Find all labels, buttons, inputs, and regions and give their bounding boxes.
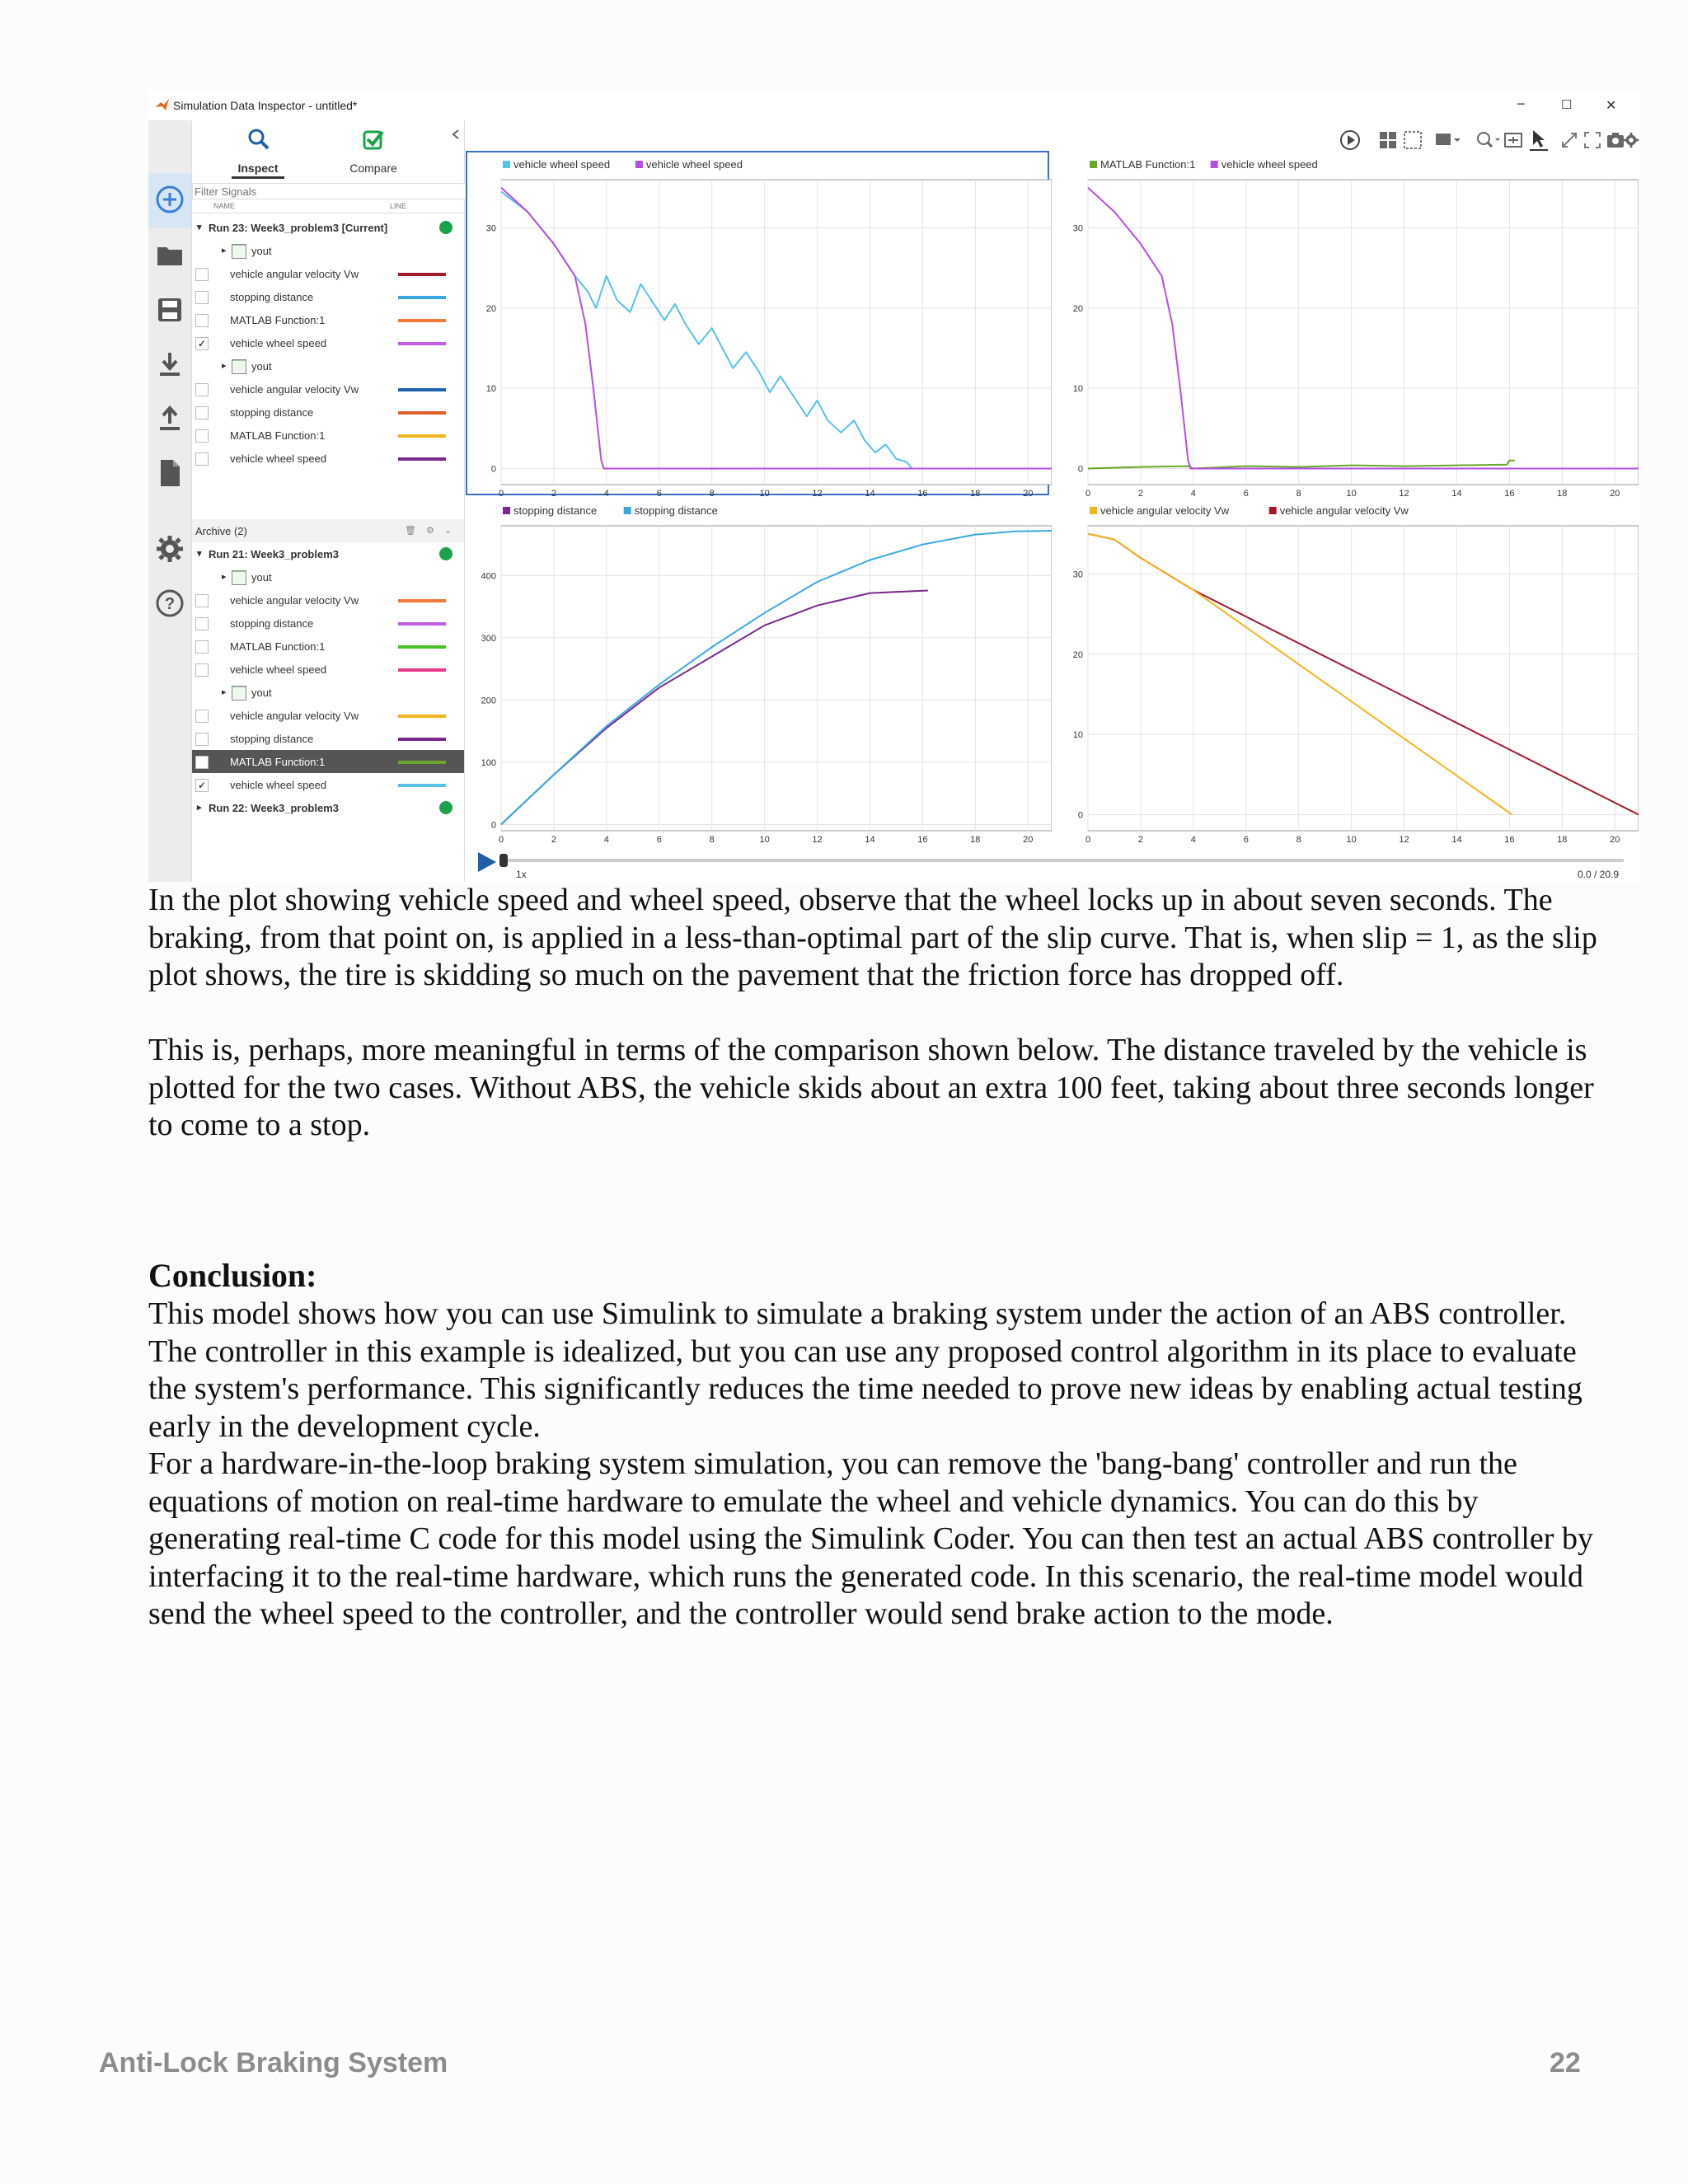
left-toolbar <box>148 120 192 882</box>
y-tick-label: 0 <box>490 464 496 475</box>
x-tick-label: 14 <box>1451 489 1462 496</box>
signal-name: vehicle angular velocity Vw <box>230 710 359 722</box>
x-tick-label: 20 <box>1610 489 1620 496</box>
legend-label: vehicle angular velocity Vw <box>1279 504 1409 517</box>
replay-icon[interactable] <box>1339 129 1362 152</box>
signal-row[interactable] <box>192 635 464 658</box>
signal-name: vehicle wheel speed <box>230 337 327 349</box>
signal-checkbox[interactable] <box>195 640 209 654</box>
compare-check-icon <box>361 127 386 152</box>
signal-name: MATLAB Function:1 <box>230 640 326 653</box>
layout-grid-icon[interactable] <box>1378 130 1398 150</box>
cursor-icon[interactable] <box>1528 129 1550 152</box>
y-tick-label: 20 <box>1072 649 1083 660</box>
x-tick-label: 18 <box>970 835 981 842</box>
signal-row[interactable] <box>192 331 464 354</box>
x-tick-label: 8 <box>1296 489 1301 496</box>
y-tick-label: 30 <box>1072 223 1083 234</box>
y-tick-label: 20 <box>1072 303 1083 314</box>
x-tick-label: 16 <box>917 835 928 842</box>
group-label: yout <box>251 245 272 257</box>
zoom-in-icon[interactable] <box>1475 130 1500 150</box>
signal-checkbox[interactable] <box>195 663 209 677</box>
plot-axes-box <box>1088 526 1639 831</box>
signal-name: MATLAB Function:1 <box>230 756 326 768</box>
y-tick-label: 100 <box>481 757 496 768</box>
expand-arrow-icon[interactable]: ▸ <box>222 572 227 582</box>
expand-arrow-icon[interactable]: ▸ <box>222 361 227 371</box>
collapse-panel-icon[interactable] <box>451 129 461 140</box>
playback-slider-thumb[interactable] <box>499 854 508 867</box>
x-tick-label: 8 <box>1296 835 1301 842</box>
signal-panel <box>192 120 465 882</box>
signal-row[interactable] <box>192 704 464 727</box>
plot-axes-box <box>1088 180 1639 485</box>
table-icon <box>232 359 246 374</box>
signal-group-row[interactable] <box>192 681 464 704</box>
signal-checkbox[interactable] <box>195 756 209 769</box>
window-titlebar <box>148 91 1640 120</box>
play-icon[interactable] <box>475 851 498 874</box>
signal-line-swatch[interactable] <box>398 296 446 299</box>
y-tick-label: 300 <box>481 633 496 644</box>
svg-text:?: ? <box>164 595 176 613</box>
signal-checkbox[interactable] <box>195 314 209 327</box>
minimize-button[interactable]: − <box>1517 96 1526 112</box>
expand-arrow-icon[interactable]: ▸ <box>222 687 227 697</box>
signal-group-row[interactable] <box>192 239 464 262</box>
plot-stopping-distance[interactable] <box>465 496 1052 842</box>
archive-header[interactable] <box>192 519 464 542</box>
settings-gear-icon[interactable] <box>153 532 186 565</box>
x-tick-label: 20 <box>1023 835 1034 842</box>
signal-row[interactable] <box>192 773 464 796</box>
plot-angular-velocity[interactable] <box>1052 496 1639 842</box>
paragraph-distance-comparison: This is, perhaps, more meaningful in terms of the comparison shown below. The distance traveled by the vehicle is plotted for the two cases. Without ABS, the vehicle skids about an extra 100 feet, taking about three seconds longer to come to a stop. <box>148 1033 1594 1143</box>
document-icon[interactable] <box>153 457 186 490</box>
signal-row[interactable] <box>192 447 464 470</box>
signal-checkbox[interactable] <box>195 406 209 419</box>
signal-group-row[interactable] <box>192 354 464 377</box>
legend-swatch <box>1211 161 1218 168</box>
plot-area <box>465 120 1640 882</box>
group-label: yout <box>251 687 272 699</box>
plot-toolbar <box>1339 125 1635 153</box>
close-button[interactable]: ✕ <box>1606 99 1617 113</box>
y-tick-label: 20 <box>485 303 496 314</box>
window-title: Simulation Data Inspector - untitled* <box>173 99 358 112</box>
run-label: Run 21: Week3_problem3 <box>209 548 339 560</box>
folder-icon[interactable] <box>153 239 186 272</box>
run-status-dot <box>439 801 452 814</box>
x-tick-label: 10 <box>759 489 770 496</box>
signal-checkbox[interactable] <box>195 733 209 746</box>
expand-arrow-icon[interactable]: ▾ <box>197 223 202 232</box>
y-tick-label: 200 <box>481 696 496 706</box>
signal-line-swatch[interactable] <box>398 599 446 602</box>
paragraph-conclusion: This model shows how you can use Simulink to simulate a braking system under the action of an ABS controller. The controller in this example is idealized, but you can use any proposed control algorithm in its place to evaluate the system's performance. This significantly reduces the time needed to prove new ideas by enabling actual testing early in the development cycle. <box>148 1296 1582 1444</box>
tab-inspect[interactable] <box>209 120 307 178</box>
signal-line-swatch[interactable] <box>398 388 446 391</box>
legend-label: vehicle wheel speed <box>1221 158 1318 171</box>
signal-checkbox[interactable]: ✓ <box>195 337 209 350</box>
x-tick-label: 2 <box>551 489 556 496</box>
x-tick-label: 4 <box>603 489 609 496</box>
y-tick-label: 0 <box>1077 464 1083 475</box>
y-tick-label: 10 <box>1072 730 1083 741</box>
signal-line-swatch[interactable] <box>398 319 446 322</box>
group-label: yout <box>251 360 272 373</box>
x-tick-label: 10 <box>759 835 770 842</box>
paragraph-hardware-in-loop: For a hardware-in-the-loop braking system simulation, you can remove the 'bang-bang' controller and run the equations of motion on real-time hardware to emulate the wheel and vehicle dynamics. You can do this by generating real-time C code for this model using the Simulink Coder. You can then test an actual ABS controller by interfacing it to the real-time hardware, which runs the generated code. In this scenario, the real-time model would send the wheel speed to the controller, and the controller would send brake action to the mode. <box>148 1446 1593 1632</box>
signal-name: stopping distance <box>230 733 314 745</box>
paragraph-wheel-lockup: In the plot showing vehicle speed and wheel speed, observe that the wheel locks up in about seven seconds. The braking, from that point on, is applied in a less-than-optimal part of the slip curve. That is, when slip = 1, as the slip plot shows, the tire is skidding so much on the pavement that the friction force has dropped off. <box>148 883 1597 993</box>
run-row[interactable] <box>192 796 464 819</box>
download-icon[interactable] <box>153 348 186 381</box>
table-icon <box>232 686 246 701</box>
signal-name: stopping distance <box>230 406 314 419</box>
x-tick-label: 18 <box>1557 489 1568 496</box>
signal-checkbox[interactable] <box>195 383 209 396</box>
legend-swatch <box>1090 507 1097 514</box>
signal-line-swatch[interactable] <box>398 761 446 764</box>
x-tick-label: 6 <box>1243 835 1249 842</box>
signal-name: vehicle wheel speed <box>230 452 327 465</box>
table-icon <box>232 244 246 259</box>
signal-line-swatch[interactable] <box>398 342 446 345</box>
conclusion-heading: Conclusion: <box>148 1257 317 1294</box>
y-tick-label: 30 <box>485 223 496 234</box>
signal-checkbox[interactable]: ✓ <box>195 779 209 792</box>
plot-axes-box <box>501 526 1052 831</box>
expand-icon[interactable] <box>1559 130 1579 150</box>
playback-slider[interactable] <box>503 859 1624 862</box>
x-tick-label: 0 <box>498 835 504 842</box>
signal-name: vehicle wheel speed <box>230 779 327 791</box>
signal-checkbox[interactable] <box>195 594 209 607</box>
run-row[interactable] <box>192 542 464 565</box>
maximize-button[interactable]: ☐ <box>1561 98 1573 112</box>
signal-name: vehicle angular velocity Vw <box>230 268 359 280</box>
signal-row[interactable] <box>192 750 464 773</box>
upload-icon[interactable] <box>153 402 186 435</box>
signal-line-swatch[interactable] <box>398 715 446 718</box>
plot-axes-box <box>501 180 1052 485</box>
x-tick-label: 10 <box>1346 835 1357 842</box>
expand-arrow-icon[interactable]: ▾ <box>197 549 202 559</box>
run-row[interactable] <box>192 216 464 239</box>
x-tick-label: 0 <box>498 489 504 496</box>
active-tab-underline <box>232 176 284 179</box>
signal-row[interactable] <box>192 308 464 331</box>
signal-row[interactable] <box>192 285 464 308</box>
plot-wheel-speed-vs-vehicle-speed[interactable] <box>465 150 1052 496</box>
signal-row[interactable] <box>192 424 464 447</box>
column-header-row <box>192 201 464 213</box>
signal-checkbox[interactable] <box>195 429 209 443</box>
signal-name: MATLAB Function:1 <box>230 429 326 442</box>
plot-matlab-function-vs-wheel-speed[interactable] <box>1052 150 1639 496</box>
x-tick-label: 20 <box>1023 489 1034 496</box>
x-tick-label: 14 <box>1451 835 1462 842</box>
signal-row[interactable] <box>192 262 464 285</box>
matlab-logo-icon <box>155 97 170 112</box>
signal-row[interactable] <box>192 612 464 635</box>
signal-row[interactable] <box>192 658 464 681</box>
signal-row[interactable] <box>192 588 464 612</box>
tab-compare[interactable] <box>324 120 423 178</box>
signal-name: stopping distance <box>230 617 314 630</box>
signal-name: vehicle angular velocity Vw <box>230 594 359 607</box>
subplot-layout-icon[interactable] <box>1403 130 1423 150</box>
add-icon[interactable] <box>153 183 186 216</box>
signal-name: vehicle wheel speed <box>230 663 327 676</box>
signal-line-swatch[interactable] <box>398 784 446 787</box>
x-tick-label: 6 <box>656 835 662 842</box>
simulation-data-inspector-window <box>148 91 1640 882</box>
x-tick-label: 12 <box>812 835 823 842</box>
legend-swatch <box>1090 161 1097 168</box>
signal-row[interactable] <box>192 377 464 401</box>
x-tick-label: 6 <box>656 489 662 496</box>
archive-label: Archive (2) <box>195 525 247 537</box>
legend-swatch <box>1269 507 1277 514</box>
signal-line-swatch[interactable] <box>398 434 446 438</box>
signal-checkbox[interactable] <box>195 268 209 281</box>
trash-icon[interactable]: 🗑 <box>405 526 416 536</box>
run-status-dot <box>439 547 452 560</box>
x-tick-label: 0 <box>1085 835 1091 842</box>
x-tick-label: 16 <box>1504 835 1515 842</box>
y-tick-label: 0 <box>490 820 496 831</box>
signal-line-swatch[interactable] <box>398 622 446 626</box>
signal-checkbox[interactable] <box>195 291 209 304</box>
column-line: LINE <box>390 202 407 210</box>
x-tick-label: 12 <box>1399 835 1409 842</box>
x-tick-label: 16 <box>1504 489 1515 496</box>
signal-line-swatch[interactable] <box>398 668 446 672</box>
signal-line-swatch[interactable] <box>398 411 446 415</box>
x-tick-label: 4 <box>603 835 609 842</box>
signal-checkbox[interactable] <box>195 617 209 630</box>
x-tick-label: 12 <box>812 489 823 496</box>
filter-signals-input[interactable] <box>192 183 466 199</box>
legend-label: vehicle wheel speed <box>513 158 611 171</box>
playback-speed[interactable]: 1x <box>516 869 527 880</box>
column-name: NAME <box>213 202 236 210</box>
save-icon[interactable] <box>153 293 186 326</box>
x-tick-label: 2 <box>1137 489 1143 496</box>
legend-label: stopping distance <box>513 504 598 517</box>
signal-line-swatch[interactable] <box>398 738 446 741</box>
x-tick-label: 8 <box>709 835 715 842</box>
legend-label: vehicle wheel speed <box>645 158 743 171</box>
signal-name: MATLAB Function:1 <box>230 314 326 326</box>
tab-inspect-label: Inspect <box>237 162 279 175</box>
x-tick-label: 18 <box>970 489 981 496</box>
playback-bar <box>465 846 1640 882</box>
signal-checkbox[interactable] <box>195 452 209 466</box>
signal-line-swatch[interactable] <box>398 645 446 649</box>
legend-label: stopping distance <box>634 504 718 517</box>
x-tick-label: 4 <box>1190 835 1196 842</box>
x-tick-label: 6 <box>1243 489 1249 496</box>
x-tick-label: 18 <box>1557 835 1568 842</box>
legend-label: MATLAB Function:1 <box>1100 158 1196 171</box>
chevron-down-icon[interactable]: ⌄ <box>444 526 452 536</box>
legend-label: vehicle angular velocity Vw <box>1100 504 1230 517</box>
search-icon <box>246 127 271 152</box>
archive-gear-icon[interactable]: ⚙ <box>426 526 434 536</box>
x-tick-label: 20 <box>1610 835 1620 842</box>
visualization-menu-icon[interactable] <box>1434 130 1461 150</box>
x-tick-label: 2 <box>1137 835 1143 842</box>
x-tick-label: 14 <box>865 489 875 496</box>
run-label: Run 22: Week3_problem3 <box>209 802 339 814</box>
run-label: Run 23: Week3_problem3 [Current] <box>209 222 388 234</box>
signal-group-row[interactable] <box>192 565 464 588</box>
x-tick-label: 4 <box>1190 489 1196 496</box>
table-icon <box>232 570 246 585</box>
legend-swatch <box>635 161 643 168</box>
y-tick-label: 30 <box>1072 569 1083 580</box>
run-status-dot <box>439 221 452 234</box>
playback-time: 0.0 / 20.9 <box>1578 869 1620 880</box>
help-icon[interactable] <box>153 587 186 620</box>
y-tick-label: 10 <box>1072 384 1083 395</box>
expand-arrow-icon[interactable]: ▸ <box>222 246 227 255</box>
legend-swatch <box>503 507 510 514</box>
fullscreen-icon[interactable] <box>1582 130 1602 150</box>
footer-document-title: Anti-Lock Braking System <box>99 2047 448 2079</box>
x-tick-label: 0 <box>1085 489 1091 496</box>
signal-row[interactable] <box>192 401 464 424</box>
group-label: yout <box>251 571 272 583</box>
x-tick-label: 8 <box>709 489 715 496</box>
expand-arrow-icon[interactable]: ▸ <box>197 803 202 813</box>
legend-swatch <box>503 161 510 168</box>
signal-name: stopping distance <box>230 291 314 303</box>
y-tick-label: 0 <box>1077 810 1083 821</box>
y-tick-label: 400 <box>481 571 496 582</box>
fit-to-view-icon[interactable] <box>1503 130 1523 150</box>
signal-line-swatch[interactable] <box>398 273 446 276</box>
y-tick-label: 10 <box>485 384 496 395</box>
tab-compare-label: Compare <box>349 162 397 175</box>
signal-row[interactable] <box>192 727 464 750</box>
x-tick-label: 10 <box>1346 489 1357 496</box>
signal-line-swatch[interactable] <box>398 457 446 461</box>
x-tick-label: 2 <box>551 835 556 842</box>
x-tick-label: 12 <box>1399 489 1409 496</box>
footer-page-number: 22 <box>1550 2047 1581 2079</box>
signal-name: vehicle angular velocity Vw <box>230 383 359 396</box>
signal-checkbox[interactable] <box>195 710 209 723</box>
x-tick-label: 16 <box>917 489 928 496</box>
x-tick-label: 14 <box>865 835 875 842</box>
plot-settings-gear-icon[interactable] <box>1622 130 1640 150</box>
legend-swatch <box>624 507 631 514</box>
